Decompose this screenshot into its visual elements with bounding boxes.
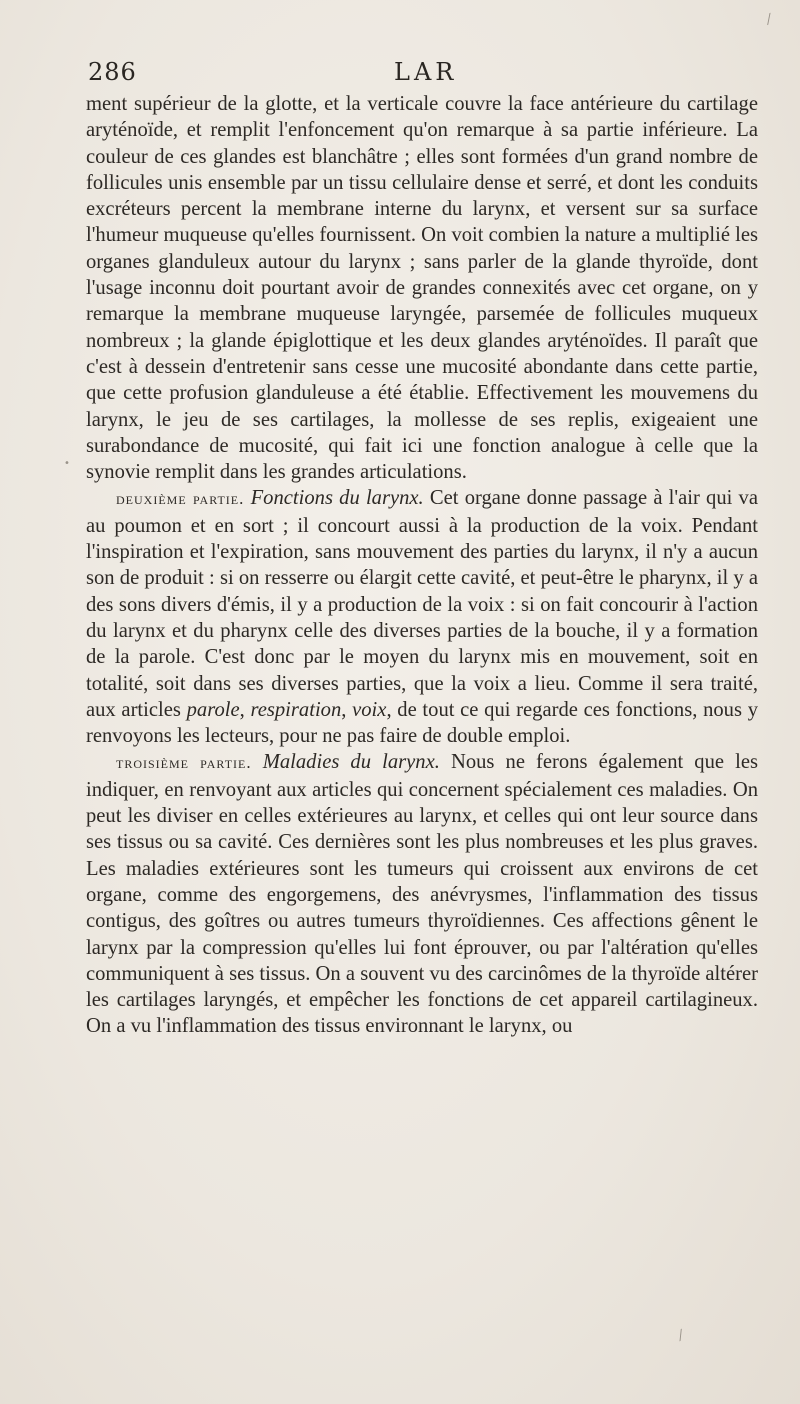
body-text xyxy=(86,91,758,1040)
paragraph-text: , de tout ce qui regarde ces fonctions, nous y renvoyons les lecteurs, pour ne pas faire de double emploi. xyxy=(86,698,758,748)
separator: , xyxy=(341,698,347,721)
page-header xyxy=(88,58,756,88)
article-reference: parole xyxy=(186,698,240,721)
page-mark: • xyxy=(64,458,70,469)
section-title: Maladies du larynx. xyxy=(262,751,440,774)
paragraph-text: Cet organe donne passage à l'air qui va au poumon et en sort ; il concourt aussi à la production de la voix. Pendant l'inspiration et l'expiration, sans mouvement des parties du larynx, il n'y a aucun son de produit : si on resserre ou élargit cette cavité, et peut-être le pharynx, il y a des sons divers d'émis, il y a production de la voix : si on fait concourir à l'action du larynx et du pharynx celle des diverses parties de la bouche, il y a formation de la parole. C'est donc par le moyen du larynx mis en mouvement, soit en totalité, soit dans ses diverses parties, que la voix a lieu. Comme il sera traité, aux articles xyxy=(86,487,758,721)
paragraph-text: Nous ne ferons également que les indiquer, en renvoyant aux articles qui concernent spécialement ces maladies. On peut les diviser en celles extérieures au larynx, et celles qui ont leur source dans ses tissus ou sa cavité. Ces dernières sont les plus nombreuses et les plus graves. Les maladies extérieures sont les tumeurs qui croissent aux environs de cet organe, comme des engorgemens, des anévrysmes, l'inflammation des tissus contigus, des goîtres ou autres tumeurs thyroïdiennes. Ces affections gênent le larynx par la compression qu'elles lui font éprouver, ou par l'altération qu'elles communiquent à ses tissus. On a souvent vu des carcinômes de la thyroïde altérer les cartilages laryngés, et empêcher les fonctions de cet appareil cartilagineux. On a vu l'inflammation des tissus environnant le larynx, ou xyxy=(86,751,758,1038)
page-mark: ⁄ xyxy=(764,12,773,28)
article-reference: voix xyxy=(352,698,387,721)
paragraph-fonctions xyxy=(86,485,758,749)
page-mark: ⁄ xyxy=(676,1328,686,1344)
running-head: LAR xyxy=(394,58,458,86)
article-reference: respiration xyxy=(250,698,342,721)
paragraph-continuation: ment supérieur de la glotte, et la verticale couvre la face antérieure du cartilage aryténoïde, et remplit l'enfoncement qu'on remarque à sa partie inférieure. La couleur de ces glandes est blanchâtre ; elles sont formées d'un grand nombre de follicules unis ensemble par un tissu cellulaire dense et serré, et dont les conduits excréteurs percent la membrane interne du larynx, et versent sur sa surface l'humeur muqueuse qu'elles fournissent. On voit combien la nature a multiplié les organes glanduleux autour du larynx ; sans parler de la glande thyroïde, dont l'usage inconnu doit pourtant avoir de grandes connexités avec cet organe, on y remarque la membrane muqueuse laryngée, parsemée de follicules muqueux nombreux ; la glande épiglottique et les deux glandes aryténoïdes. Il paraît que c'est à dessein d'entretenir sans cesse une mucosité abondante dans cette partie, que cette profusion glanduleuse a été établie. Effectivement les mouvemens du larynx, le jeu de ses cartilages, la mollesse de ses replis, exigeaient une surabondance de mucosité, qui fait ici une fonction analogue à celle que la synovie remplit dans les grandes articulations. xyxy=(86,93,758,484)
paragraph-maladies xyxy=(86,749,758,1039)
section-title: Fonctions du larynx. xyxy=(250,487,424,510)
section-lead: deuxième partie. xyxy=(116,489,245,509)
separator: , xyxy=(239,698,245,721)
page-number: 286 xyxy=(88,58,137,86)
section-lead: troisième partie. xyxy=(116,753,252,773)
